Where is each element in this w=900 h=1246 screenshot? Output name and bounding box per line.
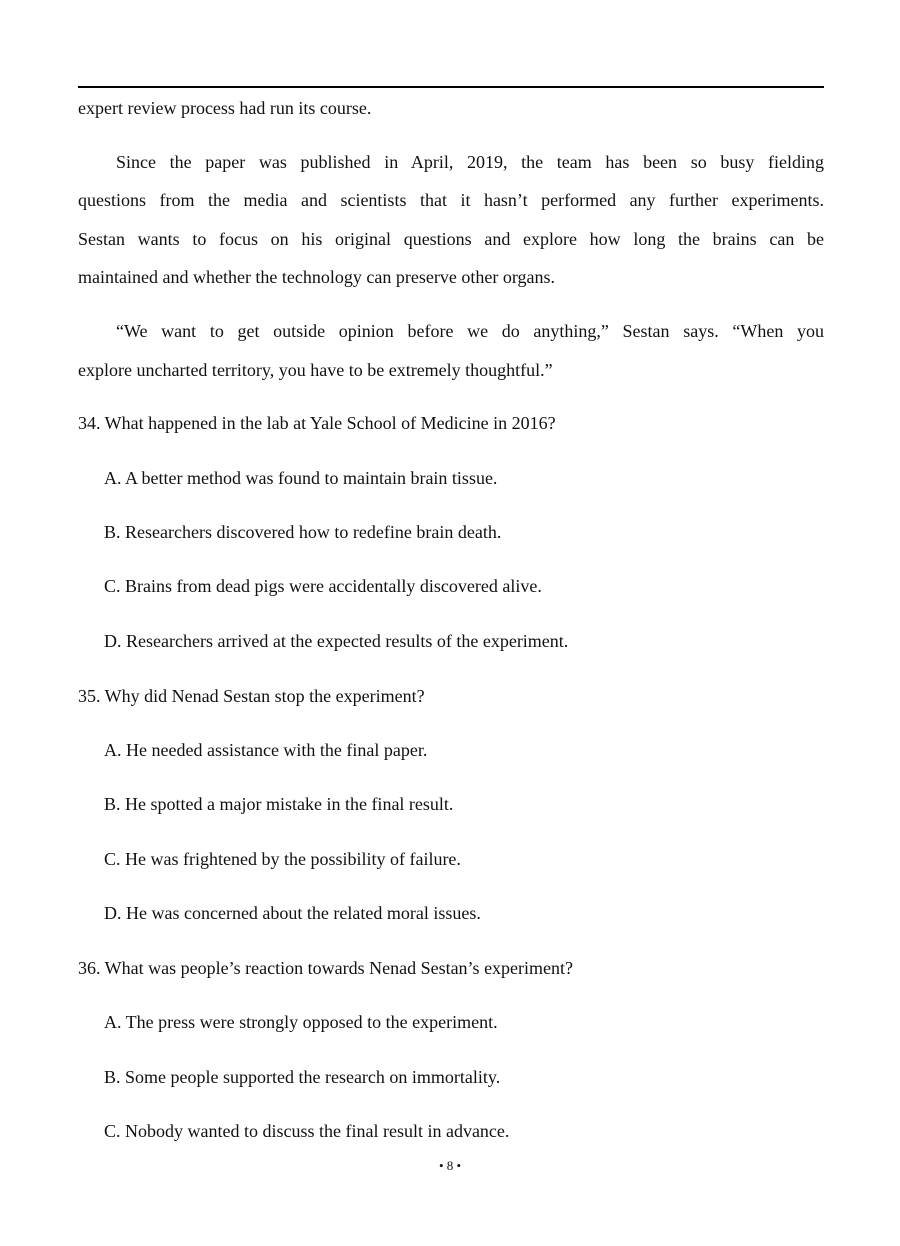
- paragraph-line: Since the paper was published in April, 2019, the team has been so busy fielding: [116, 152, 824, 172]
- option-b: B. He spotted a major mistake in the final result.: [104, 794, 454, 814]
- question-stem: 36. What was people’s reaction towards Nenad Sestan’s experiment?: [78, 958, 574, 978]
- paragraph-line: explore uncharted territory, you have to be extremely thoughtful.”: [78, 360, 553, 380]
- paragraph-line: maintained and whether the technology can preserve other organs.: [78, 267, 555, 287]
- paragraph-line: “We want to get outside opinion before we do anything,” Sestan says. “When you: [116, 321, 824, 341]
- option-c: C. Nobody wanted to discuss the final result in advance.: [104, 1121, 510, 1141]
- paragraph-continuation: expert review process had run its course.: [78, 98, 372, 118]
- paragraph-line: Sestan wants to focus on his original questions and explore how long the brains can be: [78, 229, 824, 249]
- header-rule: [78, 86, 824, 88]
- option-b: B. Researchers discovered how to redefine brain death.: [104, 522, 502, 542]
- option-a: A. The press were strongly opposed to the experiment.: [104, 1012, 498, 1032]
- option-d: D. Researchers arrived at the expected results of the experiment.: [104, 631, 569, 651]
- option-b: B. Some people supported the research on immortality.: [104, 1067, 501, 1087]
- option-a: A. A better method was found to maintain brain tissue.: [104, 468, 498, 488]
- option-c: C. Brains from dead pigs were accidentally discovered alive.: [104, 576, 542, 596]
- option-d: D. He was concerned about the related moral issues.: [104, 903, 481, 923]
- paragraph-line: questions from the media and scientists that it hasn’t performed any further experiments.: [78, 190, 824, 210]
- question-stem: 34. What happened in the lab at Yale School of Medicine in 2016?: [78, 413, 556, 433]
- question-stem: 35. Why did Nenad Sestan stop the experiment?: [78, 686, 425, 706]
- option-c: C. He was frightened by the possibility of failure.: [104, 849, 461, 869]
- option-a: A. He needed assistance with the final paper.: [104, 740, 428, 760]
- page-number: • 8 •: [438, 1158, 462, 1173]
